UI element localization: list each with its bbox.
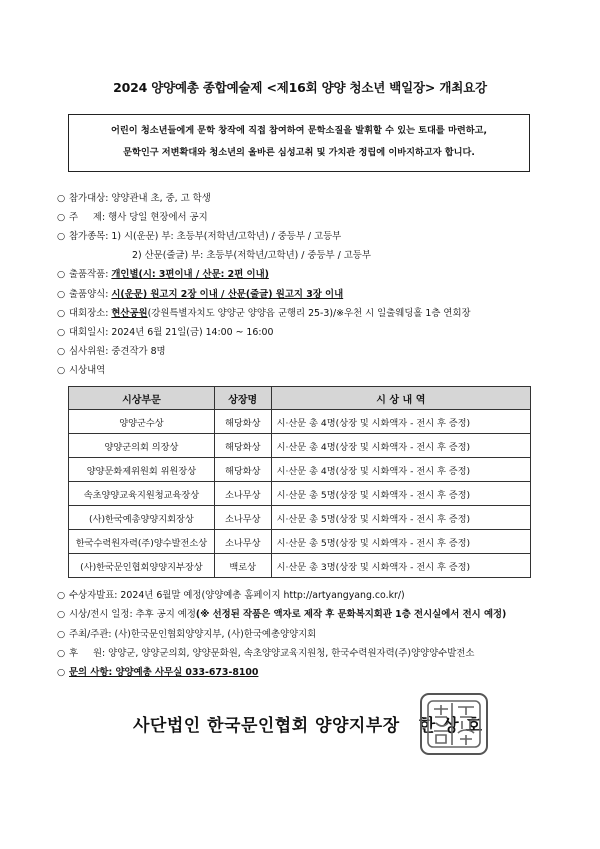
host-text: 주최/주관: (사)한국문인협회양양지부, (사)한국예총양양지회: [69, 629, 317, 640]
announce-text: 수상자발표: 2024년 6월말 예정(양양예총 홈페이지 http://artyangyang.co.kr/): [69, 590, 405, 601]
cell-details: 시·산문 총 5명(상장 및 시화액자 - 전시 후 증정): [271, 530, 530, 554]
table-row: [69, 458, 531, 482]
header-award-name: 상장명: [214, 387, 271, 410]
list-item: [57, 266, 269, 280]
contact-text: 문의 사항: 양양예총 사무실 033-673-8100: [69, 667, 259, 678]
bullet-icon: ○: [57, 212, 66, 223]
list-item: [57, 324, 273, 338]
list-item: [57, 190, 211, 204]
participants-text: 참가대상: 양양관내 초, 중, 고 학생: [69, 193, 211, 204]
list-item: [57, 645, 474, 659]
bullet-icon: ○: [57, 289, 66, 300]
list-item: [57, 626, 316, 640]
cell-award-name: 해당화상: [214, 458, 271, 482]
table-row: [69, 506, 531, 530]
cell-category: 양양군의회 의장상: [69, 434, 215, 458]
list-item: [57, 362, 105, 376]
cell-category: 속초양양교육지원청교육장상: [69, 482, 215, 506]
bullet-icon: ○: [57, 365, 66, 376]
sponsor-text: 후 원: 양양군, 양양군의회, 양양문화원, 속초양양교육지원청, 한국수력원자력(주)양양양수발전소: [69, 648, 475, 659]
judges-text: 심사위원: 중견작가 8명: [69, 346, 166, 357]
category-1-text: 1) 시(운문) 부: 초등부(저학년/고학년) / 중등부 / 고등부: [111, 231, 342, 242]
cell-category: 양양군수상: [69, 410, 215, 434]
cell-category: (사)한국문인협회양양지부장상: [69, 554, 215, 578]
ceremony-note: (※ 선정된 작품은 액자로 제작 후 문화복지회관 1층 전시실에서 전시 예정): [195, 609, 507, 620]
bullet-icon: ○: [57, 327, 66, 338]
bullet-icon: ○: [57, 590, 66, 601]
list-item: [57, 209, 208, 223]
cell-details: 시·산문 총 5명(상장 및 시화액자 - 전시 후 증정): [271, 482, 530, 506]
format-label: 출품양식:: [69, 289, 109, 300]
cell-category: 양양문화제위원회 위원장상: [69, 458, 215, 482]
list-item: [57, 305, 471, 319]
topic-text: 주 제: 행사 당일 현장에서 공지: [69, 212, 208, 223]
venue-rest: (강원특별자치도 양양군 양양읍 군행리 25-3)/※우천 시 일출웨딩홀 1층 연회장: [147, 308, 471, 319]
cell-category: 한국수력원자력(주)양수발전소상: [69, 530, 215, 554]
bullet-icon: ○: [57, 667, 66, 678]
table-header-row: [69, 387, 531, 410]
venue-label: 대회장소:: [69, 308, 109, 319]
venue-name: 현산공원: [111, 308, 148, 319]
ceremony-label: 시상/전시 일정: 추후 공지 예정: [69, 609, 196, 620]
bullet-icon: ○: [57, 346, 66, 357]
format-value: 시(운문) 원고지 2장 이내 / 산문(줄글) 원고지 3장 이내: [111, 289, 344, 300]
list-item: [57, 286, 343, 300]
bullet-icon: ○: [57, 609, 66, 620]
intro-line-1: 어린이 청소년들에게 문학 창작에 직접 참여하여 문학소질을 발휘할 수 있는 토대를 마련하고,: [111, 125, 487, 136]
category-label: 참가종목:: [69, 231, 109, 242]
header-category: 시상부문: [69, 387, 215, 410]
date-text: 대회일시: 2024년 6월 21일(금) 14:00 ~ 16:00: [69, 327, 274, 338]
intro-line-2: 문학인구 저변확대와 청소년의 올바른 심성고취 및 가치관 정립에 이바지하고자 합니다.: [123, 147, 475, 158]
table-row: [69, 482, 531, 506]
bullet-icon: ○: [57, 193, 66, 204]
cell-category: (사)한국예총양양지회장상: [69, 506, 215, 530]
cell-award-name: 해당화상: [214, 410, 271, 434]
bullet-icon: ○: [57, 231, 66, 242]
cell-award-name: 해당화상: [214, 434, 271, 458]
table-row: [69, 434, 531, 458]
list-item: [57, 228, 341, 242]
bullet-icon: ○: [57, 629, 66, 640]
table-row: [69, 530, 531, 554]
table-row: [69, 554, 531, 578]
cell-award-name: 백로상: [214, 554, 271, 578]
cell-details: 시·산문 총 4명(상장 및 시화액자 - 전시 후 증정): [271, 434, 530, 458]
list-item: [57, 606, 506, 620]
cell-details: 시·산문 총 4명(상장 및 시화액자 - 전시 후 증정): [271, 410, 530, 434]
works-value: 개인별(시: 3편이내 / 산문: 2편 이내): [111, 269, 269, 280]
awards-label: 시상내역: [69, 365, 106, 376]
cell-details: 시·산문 총 3명(상장 및 시화액자 - 전시 후 증정): [271, 554, 530, 578]
works-label: 출품작품:: [69, 269, 109, 280]
list-item: [132, 247, 371, 261]
category-2-text: 2) 산문(줄글) 부: 초등부(저학년/고학년) / 중등부 / 고등부: [132, 250, 371, 261]
header-details: 시 상 내 역: [271, 387, 530, 410]
list-item: [57, 587, 405, 601]
list-item: [57, 664, 258, 678]
bullet-icon: ○: [57, 269, 66, 280]
cell-award-name: 소나무상: [214, 506, 271, 530]
cell-award-name: 소나무상: [214, 482, 271, 506]
bullet-icon: ○: [57, 308, 66, 319]
bullet-icon: ○: [57, 648, 66, 659]
seal-pattern-icon: [422, 695, 486, 753]
official-seal-icon: [420, 693, 488, 755]
list-item: [57, 343, 166, 357]
table-row: [69, 410, 531, 434]
document-title: 2024 양양예총 종합예술제 <제16회 양양 청소년 백일장> 개최요강: [113, 80, 487, 95]
signature-line: 사단법인 한국문인협회 양양지부장 한 상 호: [133, 716, 483, 736]
awards-table: [68, 386, 531, 578]
cell-award-name: 소나무상: [214, 530, 271, 554]
cell-details: 시·산문 총 4명(상장 및 시화액자 - 전시 후 증정): [271, 458, 530, 482]
cell-details: 시·산문 총 5명(상장 및 시화액자 - 전시 후 증정): [271, 506, 530, 530]
intro-box: [68, 114, 530, 172]
